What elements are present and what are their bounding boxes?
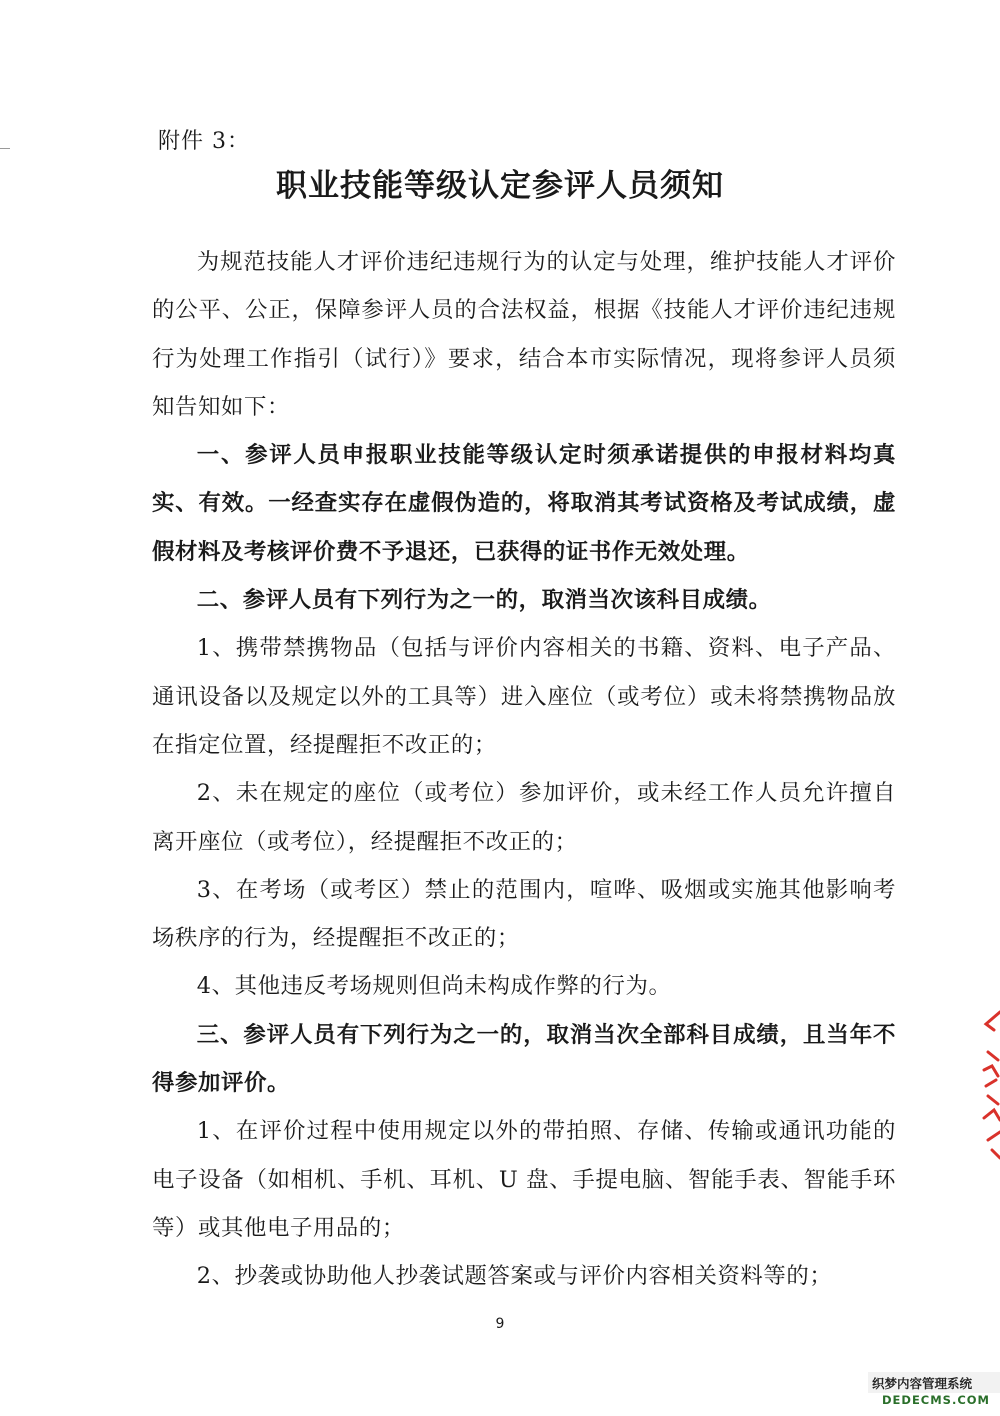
paragraph-section-1: 一、参评人员申报职业技能等级认定时须承诺提供的申报材料均真实、有效。一经查实存在虚假伪造的，将取消其考试资格及考试成绩，虚假材料及考核评价费不予退还，已获得的证书作无效处理。 (152, 442, 896, 565)
margin-mark (0, 148, 10, 149)
page-number: 9 (495, 1316, 505, 1332)
red-seal-stamp (958, 1000, 1000, 1170)
document-title: 职业技能等级认定参评人员须知 (276, 168, 724, 204)
paragraph-section-3: 三、参评人员有下列行为之一的，取消当次全部科目成绩，且当年不得参加评价。 (152, 1021, 896, 1097)
watermark-text: 织梦内容管理系统 (868, 1372, 1000, 1393)
paragraph-item: 1、携带禁携物品（包括与评价内容相关的书籍、资料、电子产品、通讯设备以及规定以外的工具等）进入座位（或考位）或未将禁携物品放在指定位置，经提醒拒不改正的； (152, 635, 896, 758)
paragraph-item: 2、未在规定的座位（或考位）参加评价，或未经工作人员允许擅自离开座位（或考位），经提醒拒不改正的； (152, 780, 896, 855)
paragraph-item: 3、在考场（或考区）禁止的范围内，喧哗、吸烟或实施其他影响考场秩序的行为，经提醒拒不改正的； (152, 876, 896, 952)
paragraph-section-2: 二、参评人员有下列行为之一的，取消当次该科目成绩。 (196, 587, 772, 614)
paragraph-item: 2、抄袭或协助他人抄袭试题答案或与评价内容相关资料等的； (196, 1263, 833, 1290)
paragraph-intro: 为规范技能人才评价违纪违规行为的认定与处理，维护技能人才评价的公平、公正，保障参评人员的合法权益，根据《技能人才评价违纪违规行为处理工作指引（试行）》要求，结合本市实际情况，现将参评人员须知告知如下： (152, 249, 896, 420)
paragraph-item: 4、其他违反考场规则但尚未构成作弊的行为。 (196, 973, 672, 1000)
watermark-domain: DEDECMS.COM (882, 1393, 990, 1407)
paragraph-item: 1、在评价过程中使用规定以外的带拍照、存储、传输或通讯功能的电子设备（如相机、手机、耳机、U 盘、手提电脑、智能手表、智能手环等）或其他电子用品的； (152, 1118, 896, 1241)
attachment-label: 附件 3： (158, 129, 250, 154)
cms-watermark (868, 1372, 1000, 1416)
document-body (152, 238, 896, 1301)
